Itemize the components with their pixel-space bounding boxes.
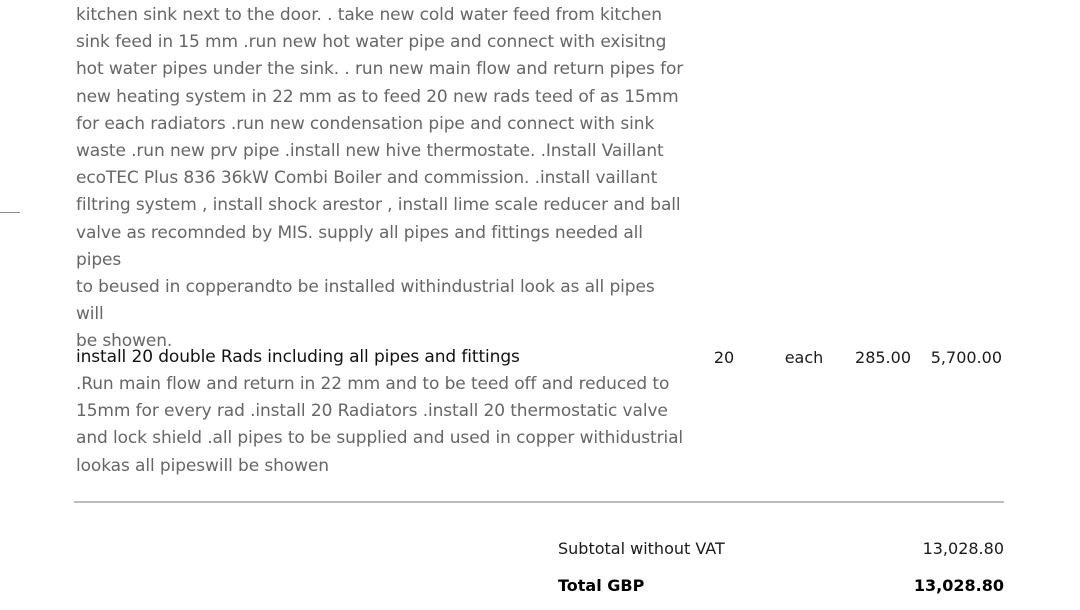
page-edge-mark: [0, 212, 20, 213]
line-item-title: install 20 double Rads including all pipes and fittings: [76, 347, 520, 367]
total-value: 13,028.80: [913, 576, 1004, 595]
subtotal-value: 13,028.80: [922, 539, 1004, 558]
subtotal-label: Subtotal without VAT: [558, 539, 725, 558]
line-item-unit-price: 285.00: [855, 348, 911, 367]
totals-divider: [74, 501, 1004, 503]
line-item-unit: each: [784, 348, 824, 367]
total-label: Total GBP: [558, 576, 645, 595]
line-item-description: .Run main flow and return in 22 mm and to be teed off and reduced to 15mm for every rad .install 20 Radiators .install 20 thermostatic valve and lock shield .all pipes to be supplied and used in copper withidustrial lookas all pipeswill be showen: [76, 374, 684, 476]
line-item-quantity: 20: [713, 348, 735, 367]
item-description-continued: kitchen sink next to the door. . take new cold water feed from kitchen sink feed in 15 mm .run new hot water pipe and connect with exisitng hot water pipes under the sink. . run new main flow and return pipes for new heating system in 22 mm as to feed 20 new rads teed of as 15mm for each radiators .run new condensation pipe and connect with sink waste .run new prv pipe .install new hive thermostate. .Install Vaillant ecoTEC Plus 836 36kW Combi Boiler and commission. .install vaillant filtring system , install shock arestor , install lime scale reducer and ball valve as recomnded by MIS. supply all pipes and fittings needed all pipes to beused in copperandto be installed withindustrial look as all pipes will be showen.: [76, 5, 684, 352]
line-item-amount: 5,700.00: [930, 348, 1002, 367]
